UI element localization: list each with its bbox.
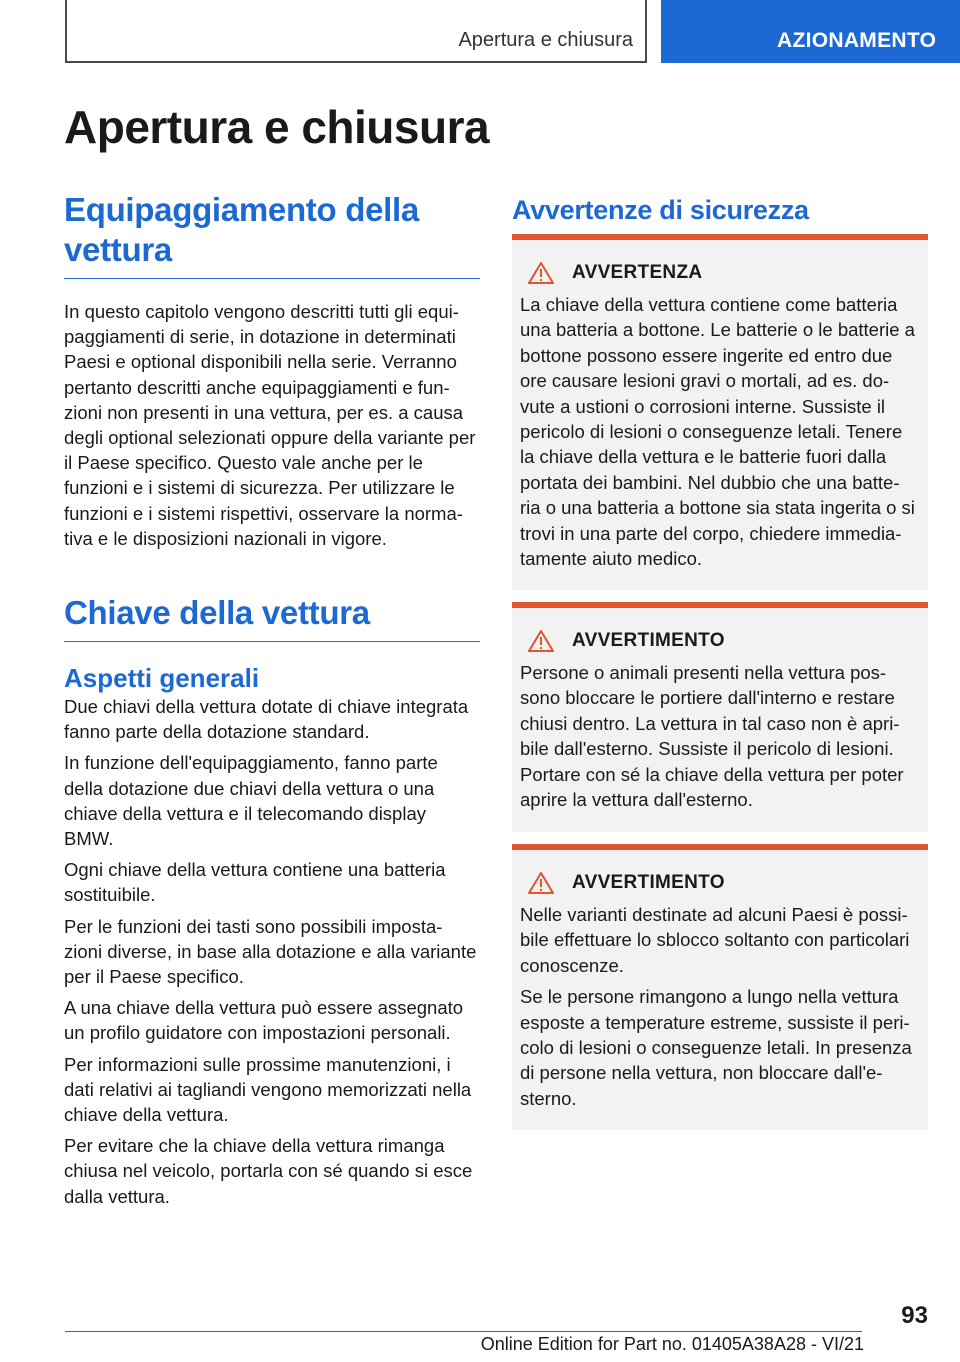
paragraph-general-3: Ogni chiave della vettura contiene una batteria sostituibile. <box>64 859 446 906</box>
heading-chiave: Chiave della vettura <box>64 593 480 642</box>
warning-text: La chiave della vettura contiene come batteria una batteria a bottone. Le batterie o le batterie a bottone possono essere ingerite ed entro due ore causare lesioni gravi o mortali, ad es. do-vute a ustioni o corrosioni interne. Sussiste il pericolo di lesioni o conseguenze letali. Tenere la chiave della vettura e le batterie fuori dalla portata dei bambini. Nel dubbio che una batte-ria o una batteria a bottone sia stata ingerita o si trovi in una parte del corpo, chiedere immedia-tamente aiuto medico. <box>520 294 915 570</box>
warning-box-extreme-temperatures <box>512 844 928 1130</box>
header-section-box <box>65 0 647 63</box>
heading-equipaggiamento: Equipaggiamento della vettura <box>64 190 480 279</box>
paragraph-equipaggiamento: In questo capitolo vengono descritti tutti gli equi-paggiamenti di serie, in dotazione in determinati Paesi e optional disponibili nella serie. Verranno pertanto descritti anche equipaggiamenti e fun-zioni non presenti in una vettura, per es. a causa degli optional selezionati oppure della variante per il Paese specifico. Questo vale anche per le funzioni e i sistemi di sicurezza. Per utilizzare le funzioni e i sistemi rispettivi, osservare la norma-tiva e le disposizioni nazionali in vigore. <box>64 301 476 549</box>
footer-edition: Online Edition for Part no. 01405A38A28 - VI/21 <box>480 1334 864 1354</box>
paragraph-general-1: Due chiavi della vettura dotate di chiave integrata fanno parte della dotazione standard. <box>64 696 469 743</box>
warning-text: Nelle varianti destinate ad alcuni Paesi è possi-bile effettuare lo sblocco soltanto con particolari conoscenze. <box>520 904 910 976</box>
warning-title: AVVERTIMENTO <box>572 872 725 893</box>
page-title: Apertura e chiusura <box>64 101 490 153</box>
warning-title: AVVERTIMENTO <box>572 630 725 651</box>
warning-text: Se le persone rimangono a lungo nella vettura esposte a temperature estreme, sussiste il peri-colo di lesioni o conseguenze letali. In presenza di persone nella vettura, non bloccare dall'e-sterno. <box>520 986 912 1109</box>
header-chapter-label: AZIONAMENTO <box>777 29 937 52</box>
footer-rule <box>65 1331 862 1332</box>
header-section-title: Apertura e chiusura <box>458 29 633 51</box>
paragraph-general-4: Per le funzioni dei tasti sono possibili imposta-zioni diverse, in base alla dotazione e alla variante per il Paese specifico. <box>64 915 477 988</box>
warning-triangle-icon <box>528 872 554 894</box>
right-column <box>512 190 928 238</box>
heading-aspetti-generali: Aspetti generali <box>64 663 260 694</box>
header-chapter-tab[interactable] <box>661 0 960 63</box>
page-number: 93 <box>901 1302 928 1329</box>
warning-triangle-icon <box>528 630 554 652</box>
paragraph-general-7: Per evitare che la chiave della vettura rimanga chiusa nel veicolo, portarla con sé quando si esce dalla vettura. <box>64 1135 473 1207</box>
warning-title: AVVERTENZA <box>572 262 703 283</box>
warning-text: Persone o animali presenti nella vettura pos-sono bloccare le portiere dall'interno e restare chiusi dentro. La vettura in tal caso non è apri-bile dall'esterno. Sussiste il pericolo di lesioni. Portare con sé la chiave della vettura per poter aprire la vettura dall'esterno. <box>520 662 904 811</box>
paragraph-general-6: Per informazioni sulle prossime manutenzioni, i dati relativi ai tagliandi vengono memorizzati nella chiave della vettura. <box>64 1053 472 1126</box>
heading-avvertenze-sicurezza: Avvertenze di sicurezza <box>512 195 809 225</box>
warning-box-battery <box>512 234 928 590</box>
warning-box-locked-inside <box>512 602 928 832</box>
left-column <box>64 190 480 1209</box>
warning-triangle-icon <box>528 262 554 284</box>
paragraph-general-5: A una chiave della vettura può essere assegnato un profilo guidatore con impostazioni personali. <box>64 997 464 1044</box>
paragraph-general-2: In funzione dell'equipaggiamento, fanno parte della dotazione due chiavi della vettura o una chiave della vettura e il telecomando display BMW. <box>64 752 438 850</box>
